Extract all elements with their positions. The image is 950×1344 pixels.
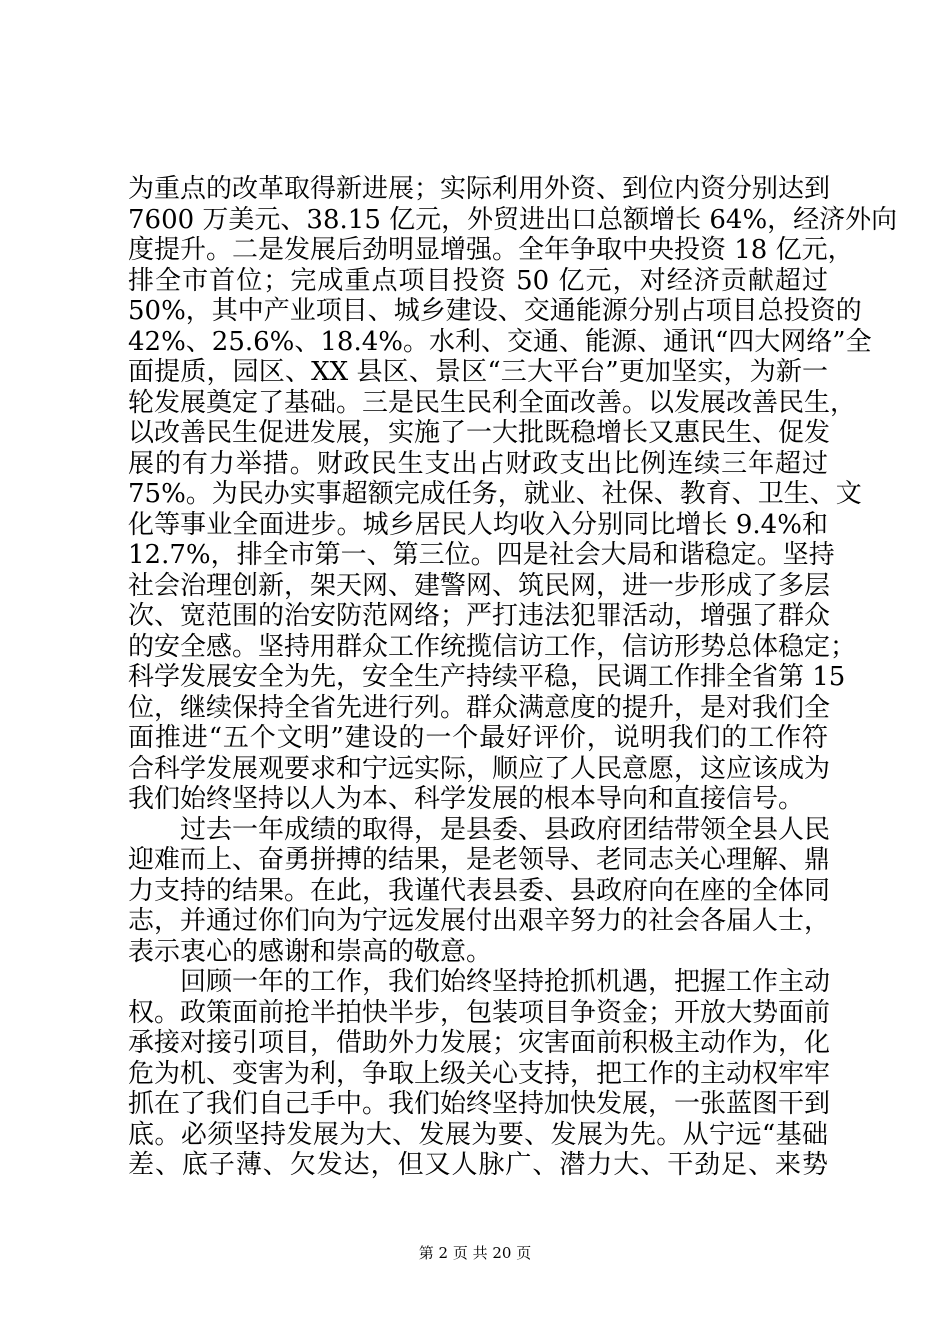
text-line: 展的有力举措。财政民生支出占财政支出比例连续三年超过 bbox=[128, 448, 828, 479]
text-line: 社会治理创新，架天网、建警网、筑民网，进一步形成了多层 bbox=[128, 570, 831, 601]
text-line: 为重点的改革取得新进展；实际利用外资、到位内资分别达到 bbox=[128, 174, 831, 204]
text-line: 42%、25.6%、18.4%。水利、交通、能源、通讯“四大网络”全 bbox=[128, 326, 872, 357]
text-line: 回顾一年的工作，我们始终坚持抢抓机遇，把握工作主动 bbox=[128, 967, 831, 997]
text-line: 差、底子薄、欠发达，但又人脉广、潜力大、干劲足、来势 bbox=[128, 1150, 828, 1180]
text-line: 以改善民生促进发展，实施了一大批既稳增长又惠民生、促发 bbox=[128, 418, 831, 448]
page-number-label: 第 2 页 共 20 页 bbox=[418, 1244, 532, 1262]
text-line: 我们始终坚持以人为本、科学发展的根本导向和直接信号。 bbox=[128, 784, 805, 814]
text-line: 志，并通过你们向为宁远发展付出艰辛努力的社会各届人士， bbox=[128, 906, 831, 936]
text-line: 排全市首位；完成重点项目投资 50 亿元，对经济贡献超过 bbox=[128, 265, 828, 296]
text-line: 次、宽范围的治安防范网络；严打违法犯罪活动，增强了群众 bbox=[128, 601, 831, 631]
text-line: 合科学发展观要求和宁远实际，顺应了人民意愿，这应该成为 bbox=[128, 753, 831, 784]
text-line: 危为机、变害为利，争取上级关心支持，把工作的主动权牢牢 bbox=[128, 1058, 831, 1089]
text-line: 过去一年成绩的取得，是县委、县政府团结带领全县人民 bbox=[128, 814, 831, 845]
text-line: 面提质，园区、XX 县区、景区“三大平台”更加坚实，为新一 bbox=[128, 357, 828, 387]
text-line: 位，继续保持全省先进行列。群众满意度的提升，是对我们全 bbox=[128, 692, 831, 723]
text-line: 抓在了我们自己手中。我们始终坚持加快发展，一张蓝图干到 bbox=[128, 1089, 831, 1119]
text-line: 度提升。二是发展后劲明显增强。全年争取中央投资 18 亿元， bbox=[128, 235, 854, 265]
text-line: 科学发展安全为先，安全生产持续平稳，民调工作排全省第 15 bbox=[128, 662, 846, 692]
text-line: 迎难而上、奋勇拼搏的结果，是老领导、老同志关心理解、鼎 bbox=[128, 845, 831, 875]
text-line: 12.7%，排全市第一、第三位。四是社会大局和谐稳定。坚持 bbox=[128, 540, 835, 570]
text-line: 50%，其中产业项目、城乡建设、交通能源分别占项目总投资的 bbox=[128, 296, 862, 326]
text-line: 面推进“五个文明”建设的一个最好评价，说明我们的工作符 bbox=[128, 723, 828, 753]
text-line: 力支持的结果。在此，我谨代表县委、县政府向在座的全体同 bbox=[128, 875, 831, 906]
document-body bbox=[128, 174, 898, 1181]
text-line: 底。必须坚持发展为大、发展为要、发展为先。从宁远“基础 bbox=[128, 1119, 828, 1150]
text-line: 75%。为民办实事超额完成任务，就业、社保、教育、卫生、文 bbox=[128, 479, 862, 509]
text-line: 表示衷心的感谢和崇高的敬意。 bbox=[128, 936, 493, 967]
text-line: 轮发展奠定了基础。三是民生民利全面改善。以发展改善民生， bbox=[128, 387, 857, 418]
text-line: 7600 万美元、38.15 亿元，外贸进出口总额增长 64%，经济外向 bbox=[128, 204, 898, 235]
text-line: 承接对接引项目，借助外力发展；灾害面前积极主动作为，化 bbox=[128, 1028, 831, 1058]
text-line: 化等事业全面进步。城乡居民人均收入分别同比增长 9.4%和 bbox=[128, 509, 828, 540]
text-line: 权。政策面前抢半拍快半步，包装项目争资金；开放大势面前 bbox=[128, 997, 831, 1028]
page-footer bbox=[0, 1243, 950, 1263]
text-line: 的安全感。坚持用群众工作统揽信访工作，信访形势总体稳定； bbox=[128, 631, 857, 662]
